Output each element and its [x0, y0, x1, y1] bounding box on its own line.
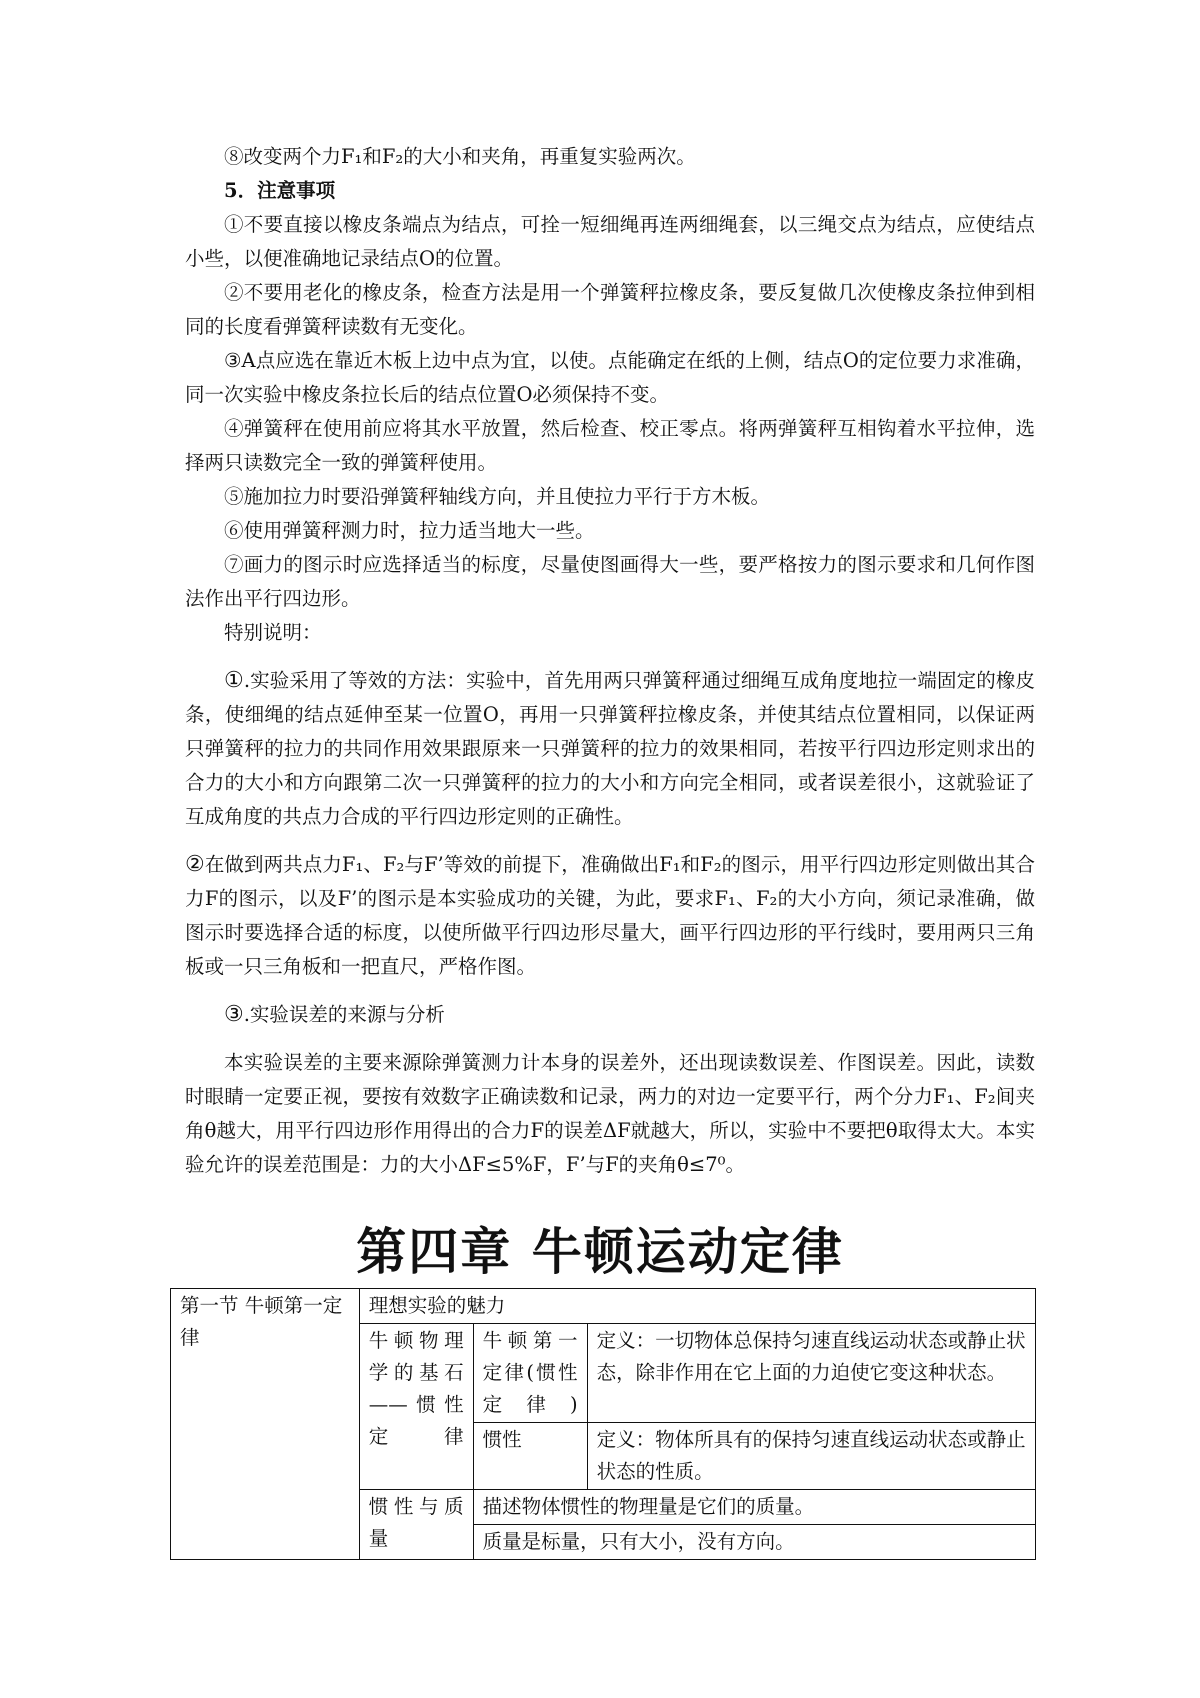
special-item-1-text: .实验采用了等效的方法：实验中，首先用两只弹簧秤通过细绳互成角度地拉一端固定的橡皮条，使细绳的结点延伸至某一位置O，再用一只弹簧秤拉橡皮条，并使其结点位置相同，以保证两只弹簧秤的拉力的共同作用效果跟原来一只弹簧秤的拉力的效果相同，若按平行四边形定则求出的合力的大小和方向跟第二次一只弹簧秤的拉力的大小和方向完全相同，或者误差很小，这就验证了互成角度的共点力合成的平行四边形定则的正确性。 [185, 669, 1035, 828]
mass-cell: 描述物体惯性的物理量是它们的质量。 [473, 1490, 1035, 1525]
item-marker: ① [224, 668, 244, 693]
note-item: ②不要用老化的橡皮条，检查方法是用一个弹簧秤拉橡皮条，要反复做几次使橡皮条拉伸到相同的长度看弹簧秤读数有无变化。 [185, 281, 1035, 338]
law-label-cell: 牛顿第一定律(惯性定律) [473, 1324, 587, 1423]
special-item-3 [185, 998, 1035, 1032]
special-item-1 [185, 664, 1035, 834]
document-body [185, 140, 1035, 1182]
inertia-definition-cell: 定义：物体所具有的保持匀速直线运动状态或静止状态的性质。 [587, 1423, 1035, 1490]
mass-cell: 质量是标量，只有大小，没有方向。 [473, 1525, 1035, 1560]
item-marker: ③ [224, 1002, 244, 1027]
note-item: ⑤施加拉力时要沿弹簧秤轴线方向，并且使拉力平行于方木板。 [224, 485, 771, 508]
step-8: ⑧改变两个力F₁和F₂的大小和夹角，再重复实验两次。 [224, 145, 696, 168]
note-item: ⑦画力的图示时应选择适当的标度，尽量使图画得大一些，要严格按力的图示要求和几何作图法作出平行四边形。 [185, 553, 1035, 610]
special-heading: 特别说明： [224, 621, 322, 644]
note-item: ④弹簧秤在使用前应将其水平放置，然后检查、校正零点。将两弹簧秤互相钩着水平拉伸，选择两只读数完全一致的弹簧秤使用。 [185, 417, 1035, 474]
note-item: ①不要直接以橡皮条端点为结点，可拴一短细绳再连两细绳套，以三绳交点为结点，应使结点小些，以便准确地记录结点O的位置。 [185, 213, 1035, 270]
note-item: ⑥使用弹簧秤测力时，拉力适当地大一些。 [224, 519, 595, 542]
subtopic-cell: 惯性与质量 [359, 1490, 473, 1560]
special-item-3-text: .实验误差的来源与分析 [243, 1003, 445, 1026]
law-definition-cell: 定义：一切物体总保持匀速直线运动状态或静止状态，除非作用在它上面的力迫使它变这种状态。 [587, 1324, 1035, 1423]
topic-cell: 理想实验的魅力 [359, 1289, 1035, 1324]
note-item: ③A点应选在靠近木板上边中点为宜，以使。点能确定在纸的上侧，结点O的定位要力求准确，同一次实验中橡皮条拉长后的结点位置O必须保持不变。 [185, 349, 1035, 406]
table-row [171, 1289, 1036, 1324]
special-item-2-text: 在做到两共点力F₁、F₂与F’等效的前提下，准确做出F₁和F₂的图示，用平行四边形定则做出其合力F的图示，以及F’的图示是本实验成功的关键，为此，要求F₁、F₂的大小方向，须记录准确，做图示时要选择合适的标度，以使所做平行四边形尽量大，画平行四边形的平行线时，要用两只三角板或一只三角板和一把直尺，严格作图。 [185, 853, 1035, 978]
chapter-title: 第四章 牛顿运动定律 [356, 1223, 844, 1281]
error-paragraph: 本实验误差的主要来源除弹簧测力计本身的误差外，还出现读数误差、作图误差。因此，读数时眼睛一定要正视，要按有效数字正确读数和记录，两力的对边一定要平行，两个分力F₁、F₂间夹角θ越大，用平行四边形作用得出的合力F的误差ΔF就越大，所以，实验中不要把θ取得太大。本实验允许的误差范围是：力的大小ΔF≤5%F，F’与F的夹角θ≤7⁰。 [185, 1051, 1035, 1176]
section-cell: 第一节 牛顿第一定律 [171, 1289, 360, 1560]
summary-table [170, 1288, 1036, 1560]
item-marker: ② [185, 852, 205, 877]
notes-heading: 5．注意事项 [224, 179, 336, 202]
inertia-label-cell: 惯性 [473, 1423, 587, 1490]
special-item-2 [185, 848, 1035, 984]
subtopic-cell: 牛顿物理学的基石——惯性定律 [359, 1324, 473, 1490]
